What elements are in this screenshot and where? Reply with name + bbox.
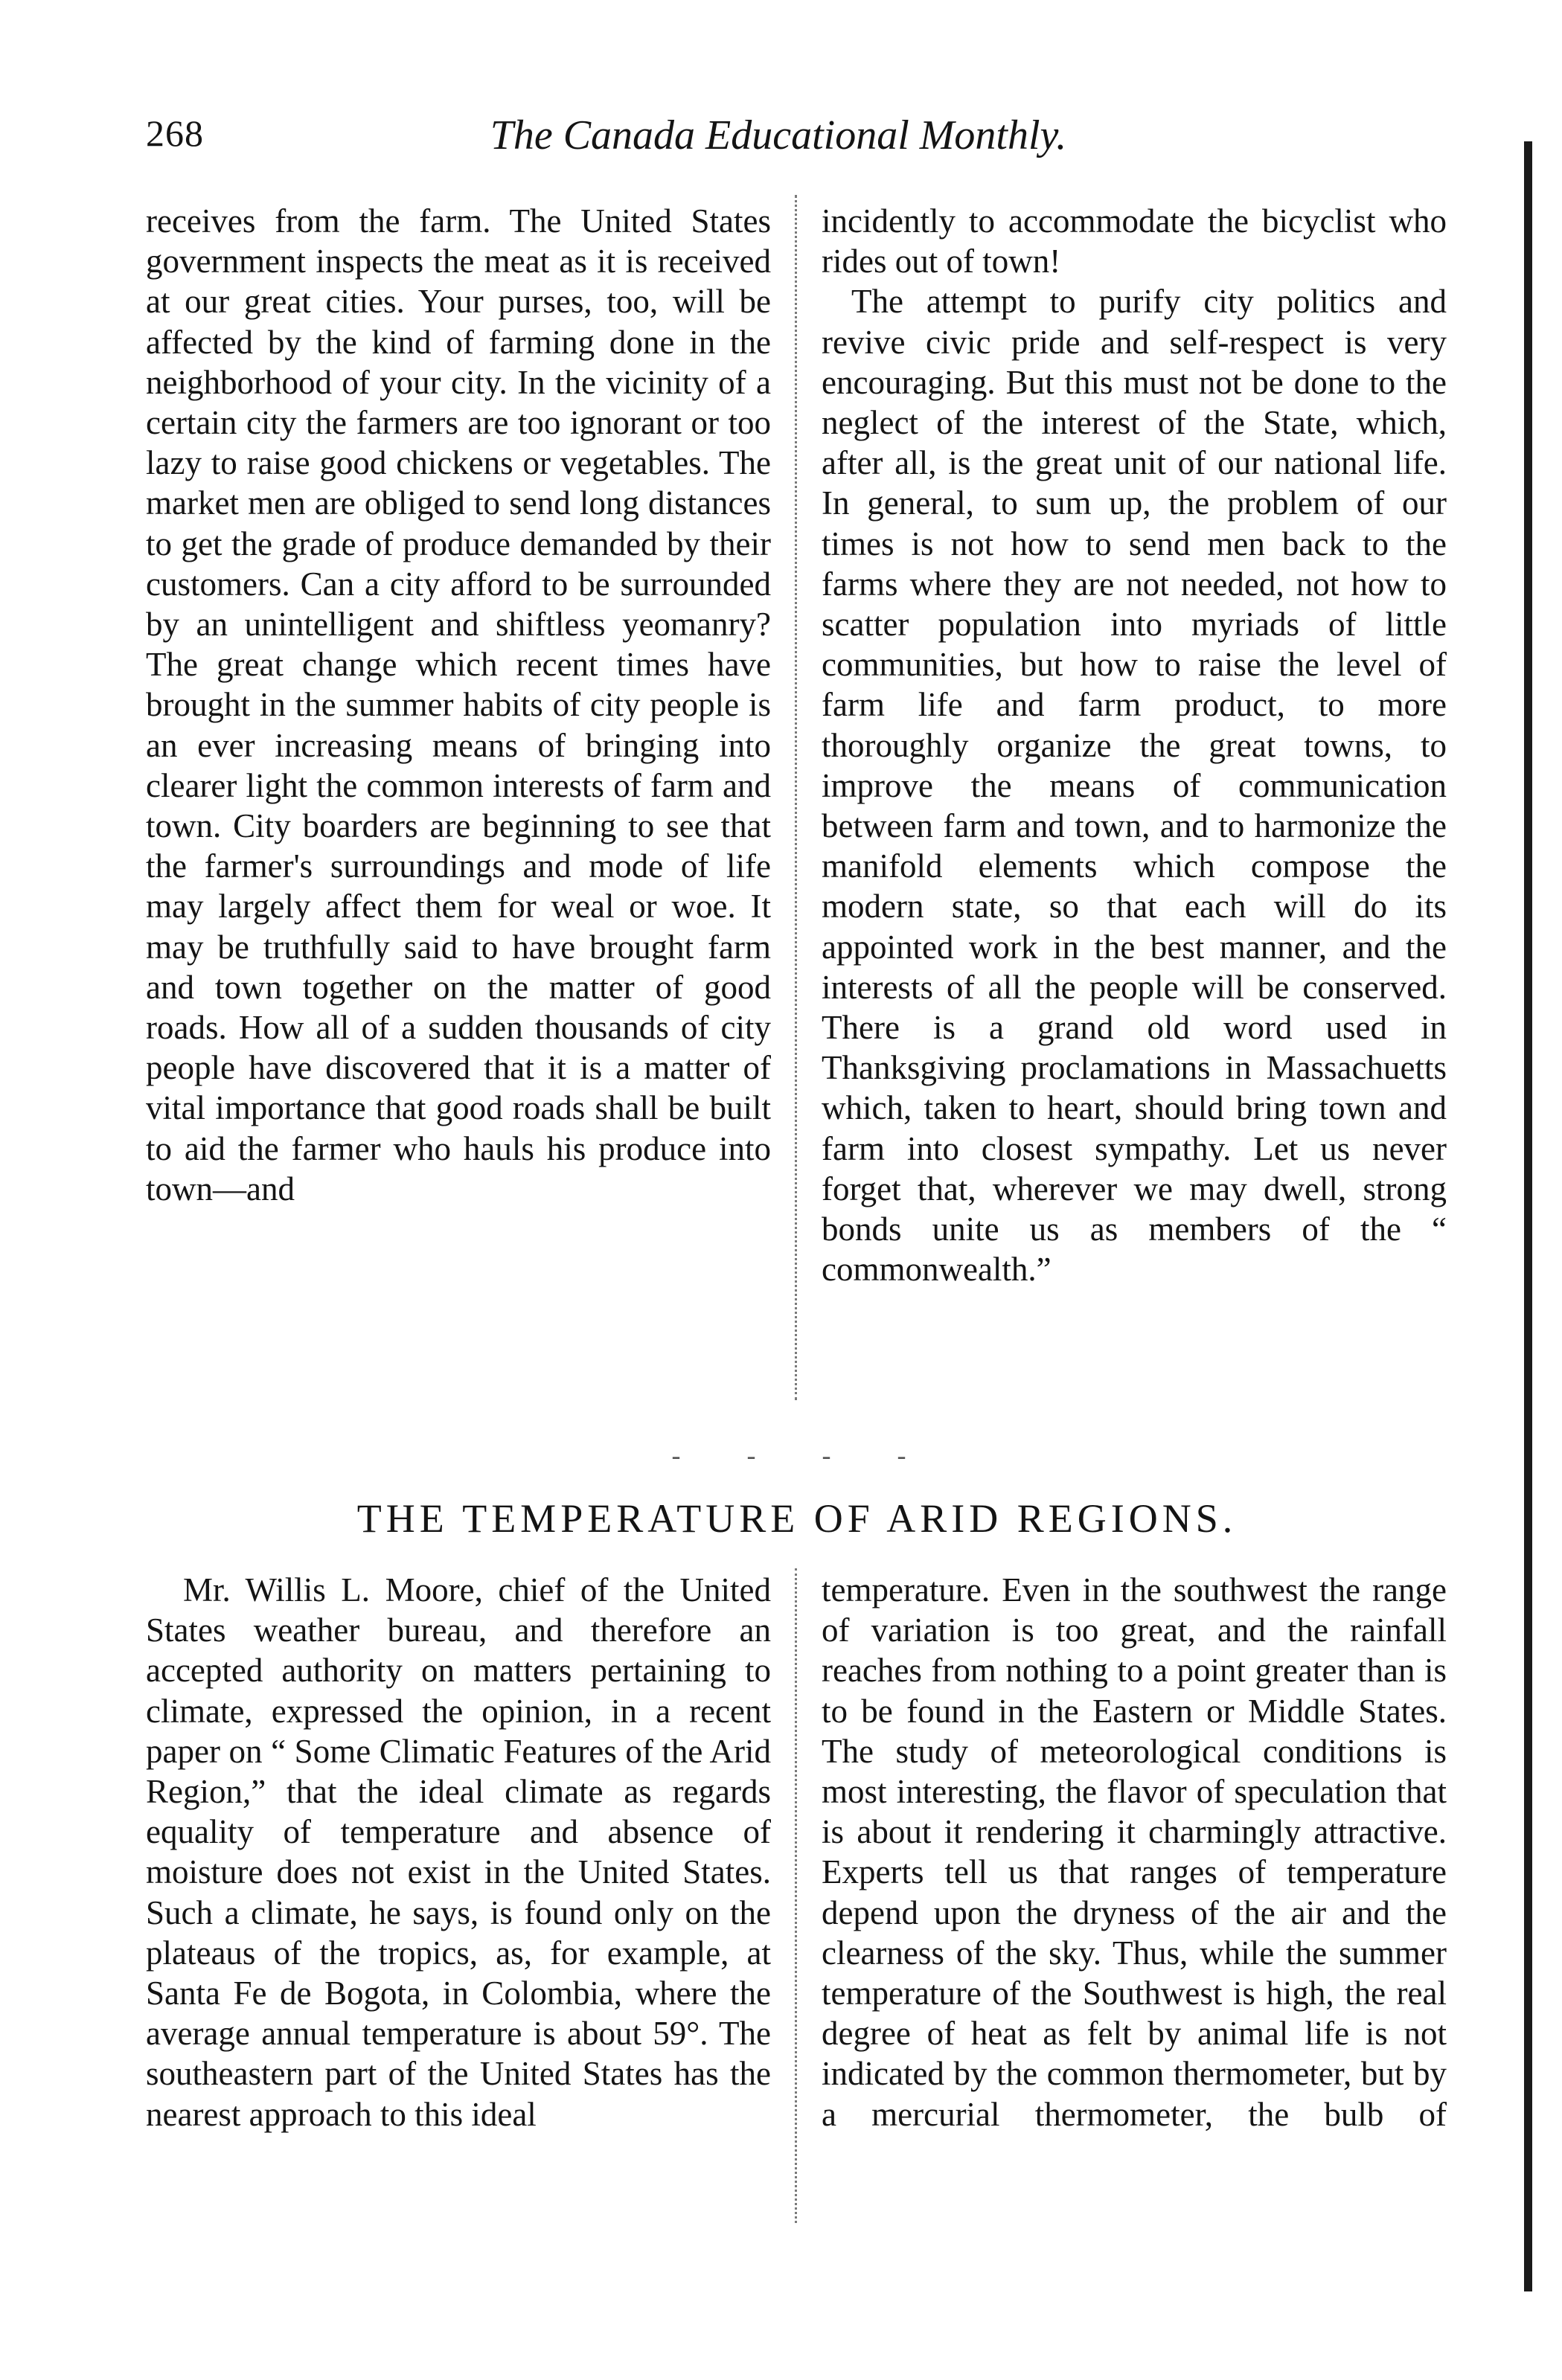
column-divider <box>795 1568 797 2223</box>
section-separator: - - - - <box>671 1440 936 1470</box>
article1-column-left <box>146 201 771 1209</box>
paragraph: Mr. Willis L. Moore, chief of the United States weather bureau, and therefore an accepted authority on matters pertaining to climate, expressed the opinion, in a recent paper on “ Some Climatic Features of the Arid Region,” that the ideal climate as regards equality of temperature and absence of moisture does not exist in the United States. Such a climate, he says, is found only on the plateaus of the tropics, as, for example, at Santa Fe de Bogota, in Colombia, where the average annual temperature is about 59°. The southeastern part of the United States has the nearest approach to this ideal <box>146 1571 771 2133</box>
paragraph: The attempt to purify city politics and revive civic pride and self-respect is very encouraging. But this must not be done to the neglect of the interest of the State, which, after all, is the great unit of our national life. In general, to sum up, the problem of our times is not how to send men back to the farms where they are not needed, not how to scatter population into myriads of little communities, but how to raise the level of farm life and farm product, to more thoroughly organize the great towns, to improve the means of communication between farm and town, and to harmonize the manifold elements which compose the modern state, so that each will do its appointed work in the best manner, and the interests of all the people will be conserved. There is a grand old word used in Thanksgiving proclamations in Massachuetts which, taken to heart, should bring town and farm into closest sympathy. Let us never forget that, wherever we may dwell, strong bonds unite us as members of the “ commonwealth.” <box>822 283 1447 1289</box>
paragraph: incidently to accommodate the bicyclist who rides out of town! <box>822 202 1447 280</box>
page-header <box>146 112 1411 171</box>
paragraph: temperature. Even in the southwest the range of variation is too great, and the rainfall reaches from nothing to a point greater than is to be found in the Eastern or Middle States. The study of meteorological conditions is most interesting, the flavor of speculation that is about it rendering it charmingly attractive. Experts tell us that ranges of temperature depend upon the dryness of the air and the clearness of the sky. Thus, while the summer temperature of the Southwest is high, the real degree of heat as felt by animal life is not indicated by the common thermometer, but by a mercurial thermometer, the bulb of <box>822 1571 1447 2133</box>
running-title: The Canada Educational Monthly. <box>490 112 1067 158</box>
article2-column-left <box>146 1570 771 2134</box>
page-edge-shadow <box>1524 141 1532 2291</box>
article2-column-right <box>822 1570 1447 2134</box>
article1-column-right <box>822 201 1447 1289</box>
article-title: THE TEMPERATURE OF ARID REGIONS. <box>356 1496 1238 1541</box>
page-number: 268 <box>146 112 204 154</box>
column-divider <box>795 195 797 1400</box>
paragraph: receives from the farm. The United States government inspects the meat as it is received at our great cities. Your purses, too, will be affected by the kind of farming done in the neighborhood of your city. In the vicinity of a certain city the farmers are too ignorant or too lazy to raise good chickens or vegetables. The market men are obliged to send long distances to get the grade of produce demanded by their customers. Can a city afford to be surrounded by an unintelligent and shiftless yeomanry? The great change which recent times have brought in the summer habits of city people is an ever increasing means of bringing into clearer light the common interests of farm and town. City boarders are beginning to see that the farmer's surroundings and mode of life may largely affect them for weal or woe. It may be truthfully said to have brought farm and town together on the matter of good roads. How all of a sudden thousands of city people have discovered that it is a matter of vital importance that good roads shall be built to aid the farmer who hauls his produce into town—and <box>146 202 771 1207</box>
